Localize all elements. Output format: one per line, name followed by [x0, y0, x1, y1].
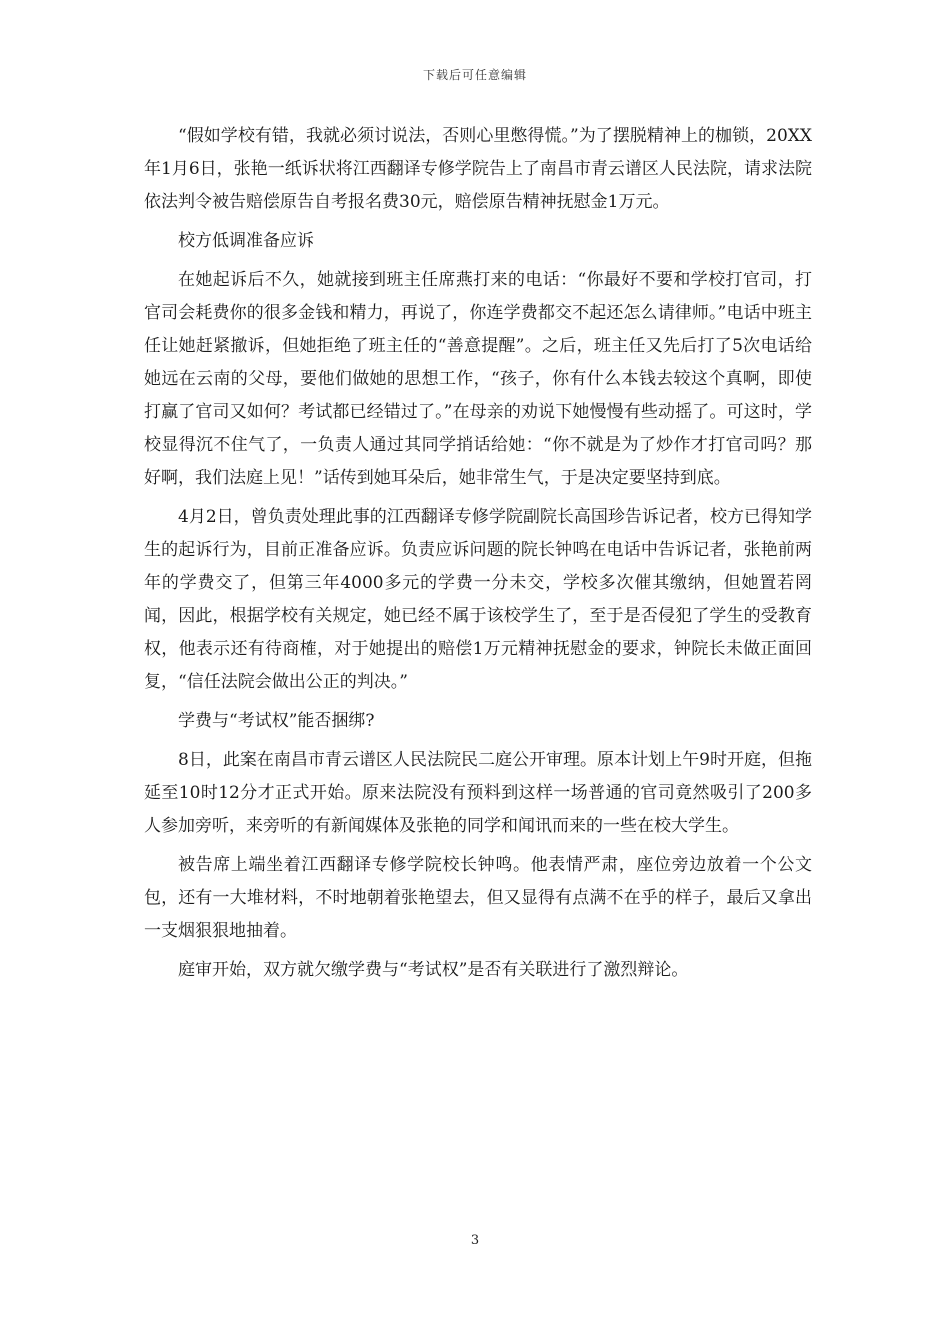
header-note: 下载后可任意编辑 — [422, 68, 527, 82]
section-heading-tuition-exam-right: 学费与“考试权”能否捆绑? — [178, 711, 375, 731]
paragraph-teacher-calls: 在她起诉后不久，她就接到班主任席燕打来的电话：“你最好不要和学校打官司，打官司会耗费你的很多金钱和精力，再说了，你连学费都交不起还怎么请律师。”电话中班主任让她赶紧撤诉，但她拒绝了班主任的“善意提醒”。之后，班主任又先后打了5次电话给她远在云南的父母，要他们做她的思想工作，“孩子，你有什么本钱去较这个真啊，即使打赢了官司又如何？考试都已经错过了。”在母亲的劝说下她慢慢有些动摇了。可这时，学校显得沉不住气了，一负责人通过其同学捎话给她：“你不就是为了炒作才打官司吗？那好啊，我们法庭上见！”话传到她耳朵后，她非常生气，于是决定要坚持到底。 — [144, 270, 812, 488]
section-heading-school-response: 校方低调准备应诉 — [178, 231, 314, 251]
paragraph-defendant-description: 被告席上端坐着江西翻译专修学院校长钟鸣。他表情严肃，座位旁边放着一个公文包，还有一大堆材料，不时地朝着张艳望去，但又显得有点满不在乎的样子，最后又拿出一支烟狠狠地抽着。 — [144, 855, 812, 941]
paragraph-debate: 庭审开始，双方就欠缴学费与“考试权”是否有关联进行了激烈辩论。 — [178, 960, 689, 980]
paragraph-lawsuit-filed: “假如学校有错，我就必须讨说法，否则心里憋得慌。”为了摆脱精神上的枷锁，20XX年1月6日，张艳一纸诉状将江西翻译专修学院告上了南昌市青云谱区人民法院，请求法院依法判令被告赔偿原告自考报名费30元，赔偿原告精神抚慰金1万元。 — [144, 126, 812, 212]
page-number: 3 — [470, 1233, 480, 1248]
paragraph-school-statement: 4月2日，曾负责处理此事的江西翻译专修学院副院长高国珍告诉记者，校方已得知学生的起诉行为，目前正准备应诉。负责应诉问题的院长钟鸣在电话中告诉记者，张艳前两年的学费交了，但第三年4000多元的学费一分未交，学校多次催其缴纳，但她置若罔闻，因此，根据学校有关规定，她已经不属于该校学生了，至于是否侵犯了学生的受教育权，他表示还有待商榷，对于她提出的赔偿1万元精神抚慰金的要求，钟院长未做正面回复，“信任法院会做出公正的判决。” — [144, 507, 812, 692]
paragraph-trial-opening: 8日，此案在南昌市青云谱区人民法院民二庭公开审理。原本计划上午9时开庭，但拖延至10时12分才正式开始。原来法院没有预料到这样一场普通的官司竟然吸引了200多人参加旁听，来旁听的有新闻媒体及张艳的同学和闻讯而来的一些在校大学生。 — [144, 750, 812, 836]
document-body — [144, 120, 812, 987]
